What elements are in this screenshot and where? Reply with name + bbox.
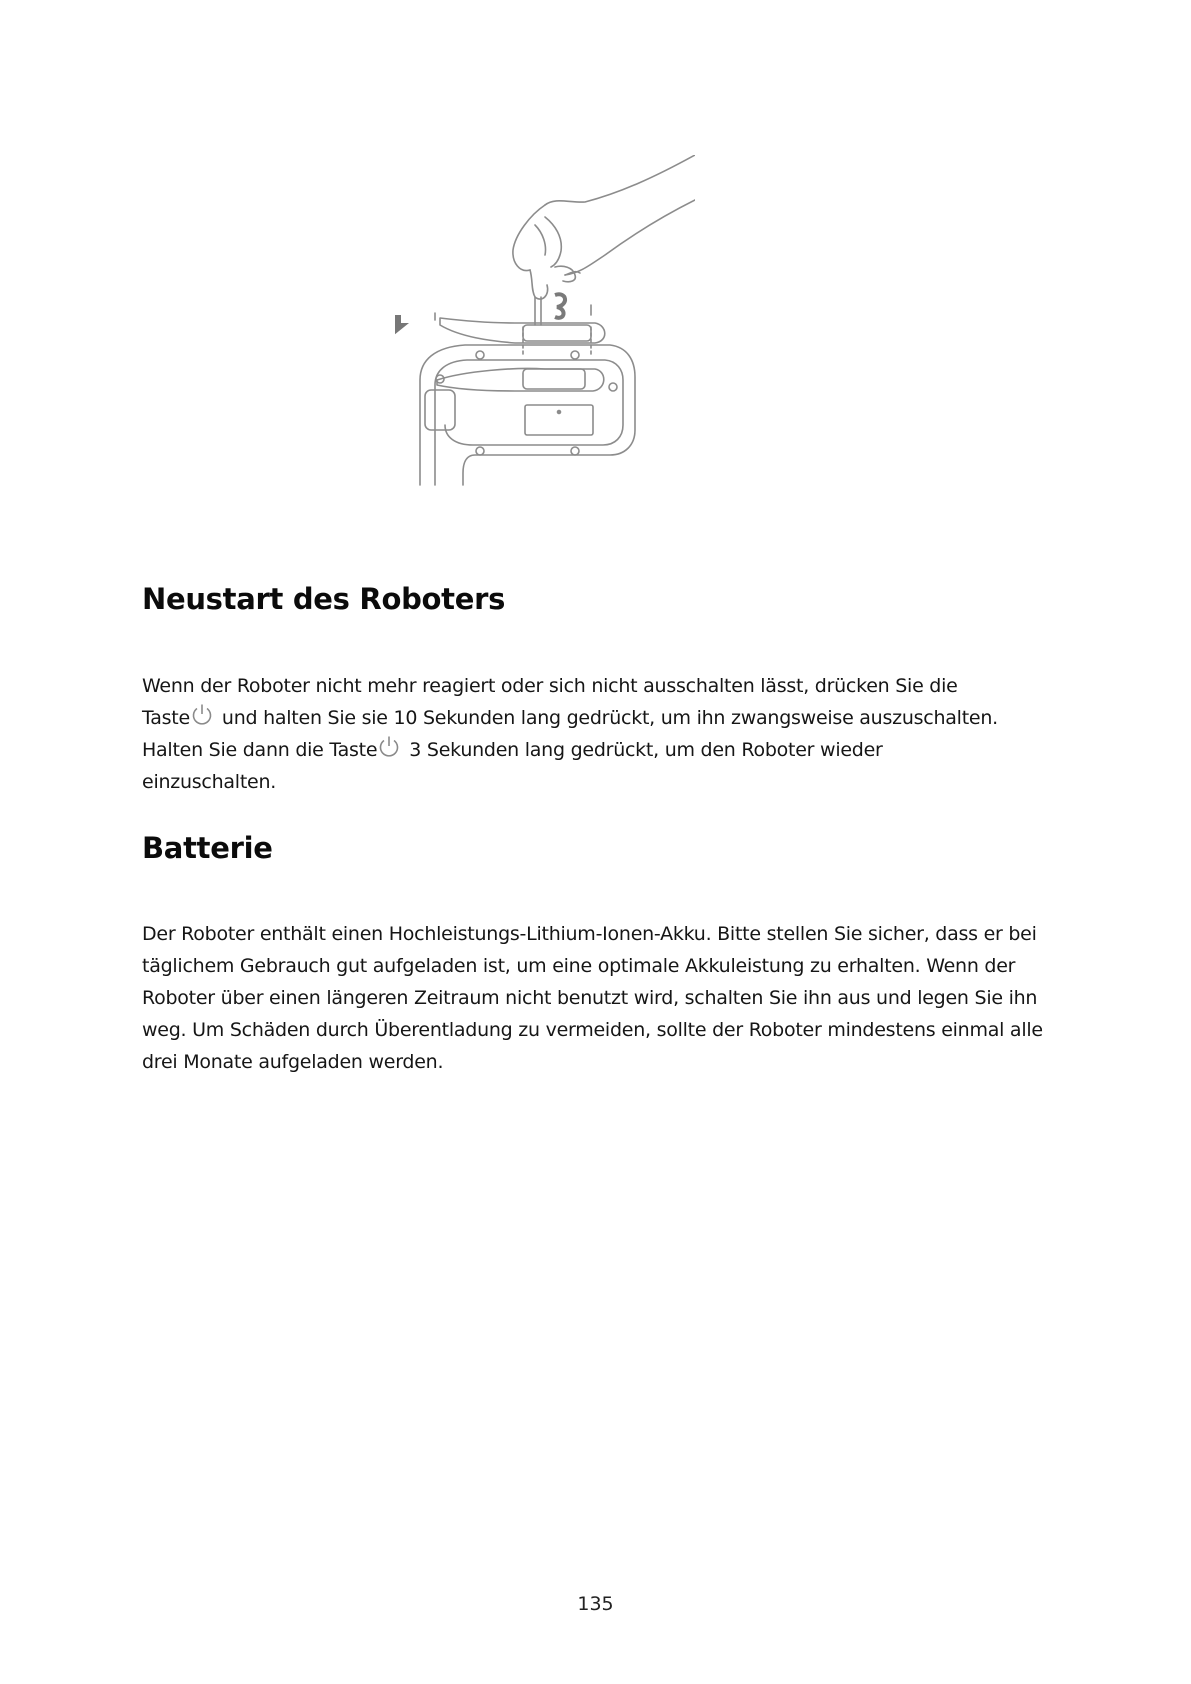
section-heading-battery: Batterie — [142, 831, 273, 865]
page-number: 135 — [577, 1593, 614, 1615]
battery-paragraph: Der Roboter enthält einen Hochleistungs-Lithium-Ionen-Akku. Bitte stellen Sie sicher, dass er bei täglichem Gebrauch gut aufgeladen ist, um eine optimale Akkuleistung zu erhalten. Wenn der Roboter über einen längeren Zeitraum nicht benutzt wird, schalten Sie ihn aus und legen Sie ihn weg. Um Schäden durch Überentladung zu vermeiden, sollte der Roboter mindestens einmal alle drei Monate aufgeladen werden. — [142, 923, 1043, 1073]
power-icon — [190, 703, 214, 727]
power-icon — [377, 735, 401, 759]
restart-line-2-prefix: Taste — [142, 707, 190, 729]
restart-paragraph — [142, 670, 1072, 798]
restart-line-2-rest: und halten Sie sie 10 Sekunden lang gedrückt, um ihn zwangsweise auszuschalten. — [221, 707, 998, 729]
restart-line-3-rest: 3 Sekunden lang gedrückt, um den Roboter wieder — [409, 739, 883, 761]
section-heading-restart: Neustart des Roboters — [142, 582, 506, 616]
restart-line-1: Wenn der Roboter nicht mehr reagiert oder sich nicht ausschalten lässt, drücken Sie die — [142, 675, 958, 697]
robot-battery-cover-illustration — [395, 155, 695, 525]
restart-line-4: einzuschalten. — [142, 771, 277, 793]
restart-line-3-prefix: Halten Sie dann die Taste — [142, 739, 378, 761]
